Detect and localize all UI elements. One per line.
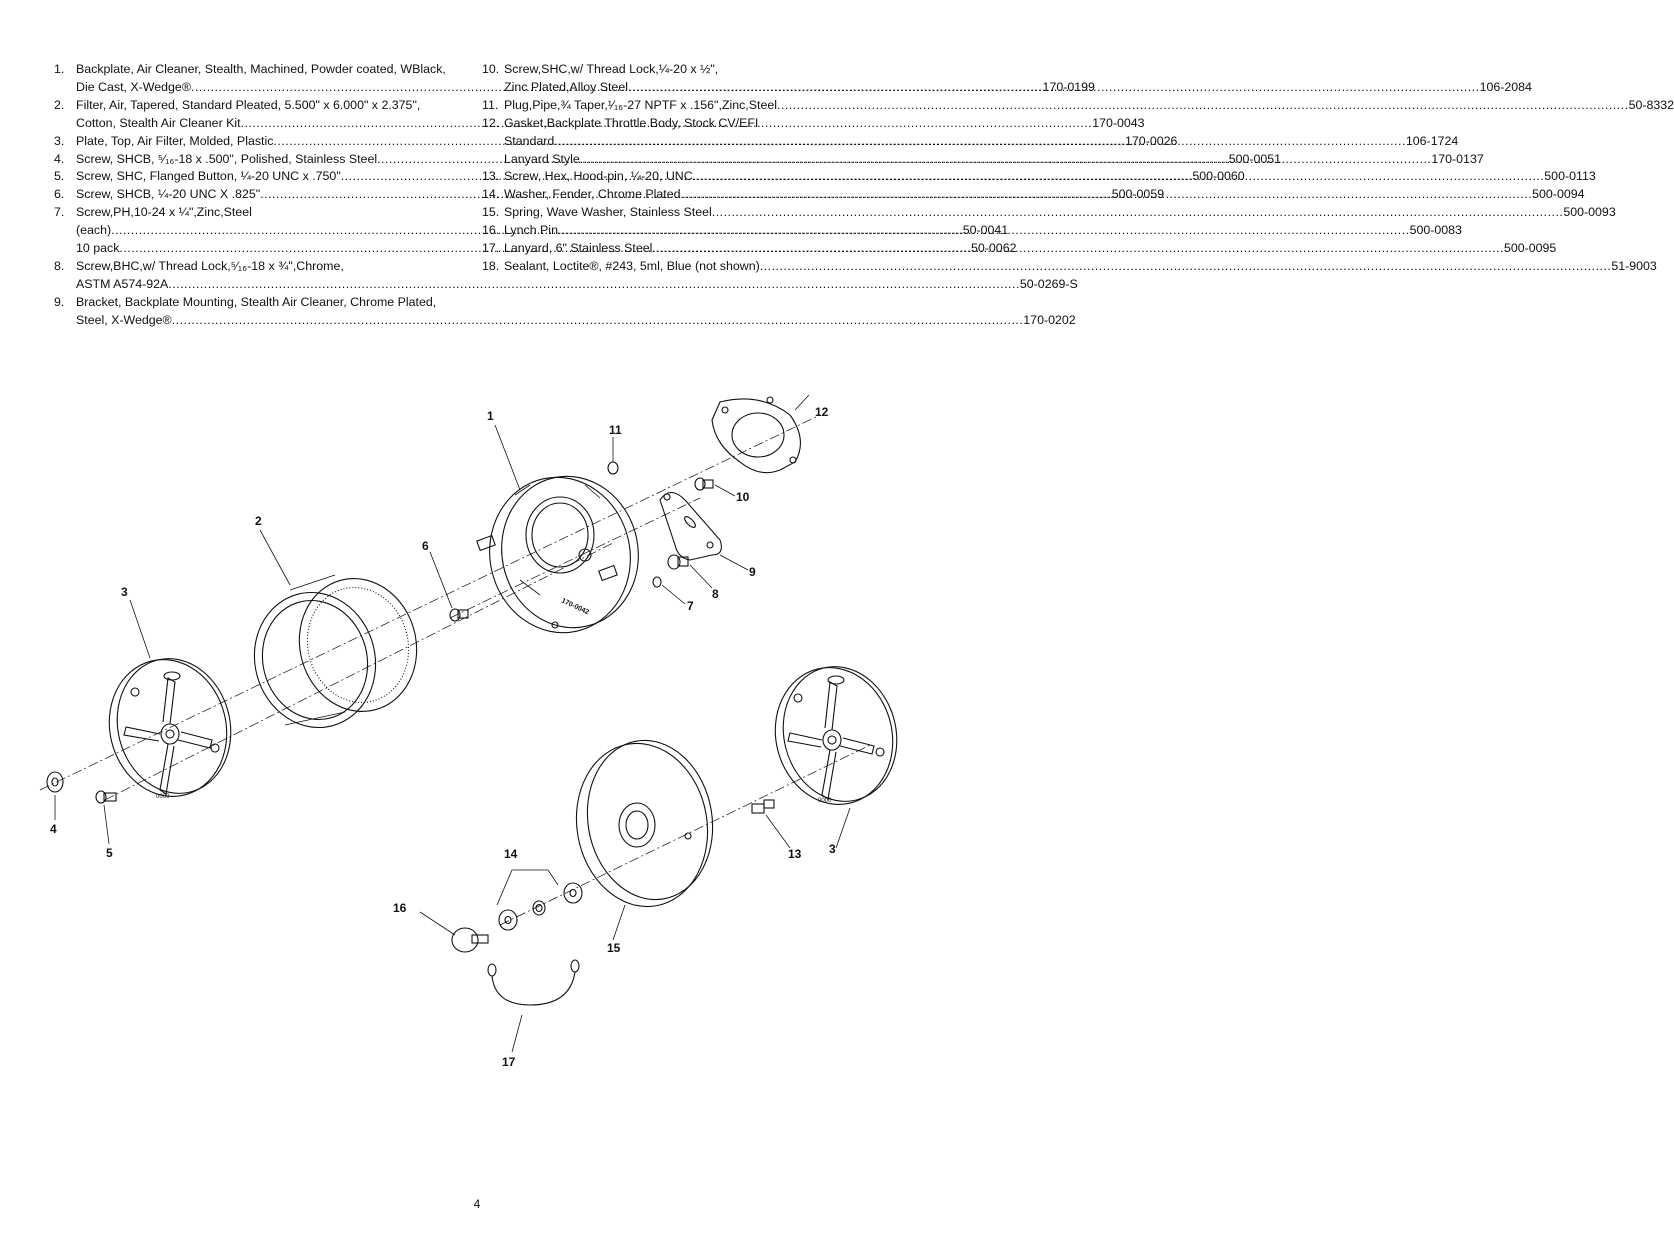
fender-washers [499, 883, 582, 930]
lanyard [488, 960, 579, 1005]
item-line [76, 204, 464, 222]
item-description: Washer, Fender, Chrome Plated [504, 187, 681, 202]
screw-part-10 [695, 478, 713, 490]
dot-leader [558, 222, 1410, 240]
item-description: Gasket,Backplate Throttle Body, Stock CV/EFI [504, 115, 759, 130]
dot-leader [760, 258, 1612, 276]
part-number: 106-2084 [1479, 79, 1532, 94]
part-number: 170-0043 [1092, 115, 1145, 130]
item-description: Plug,Pipe,¾ Taper,¹⁄₁₆-27 NPTF x .156",Zinc,Steel [504, 97, 777, 112]
callout-3-left: 3 [121, 585, 128, 599]
backplate-stamp: 170-0042 [560, 597, 590, 617]
gasket [712, 397, 800, 473]
item-description: Sealant, Loctite®, #243, 5ml, Blue (not shown) [504, 258, 760, 273]
item-description: Plate, Top, Air Filter, Molded, Plastic [76, 133, 274, 148]
part-number: 50-0041 [962, 223, 1009, 238]
callout-14: 14 [504, 847, 518, 861]
dot-leader [580, 151, 1432, 169]
item-line [76, 258, 464, 276]
item-description: Screw,SHC,w/ Thread Lock,¼-20 x ½", [504, 62, 719, 76]
item-description: Lanyard, 6" Stainless Steel [504, 241, 653, 256]
air-filter [239, 565, 431, 741]
item-number: 14. [482, 187, 500, 202]
item-description: Steel, X-Wedge® [76, 312, 172, 327]
item-line [76, 276, 1078, 294]
item-number: 17. [482, 241, 500, 256]
item-description: Zinc Plated,Alloy Steel [504, 79, 628, 94]
screw-part-6 [450, 609, 468, 621]
screw-part-4 [47, 772, 63, 792]
dot-leader [168, 276, 1020, 294]
callout-8: 8 [712, 587, 719, 601]
item-number: 7. [54, 205, 65, 220]
item-description: Backplate, Air Cleaner, Stealth, Machined, Powder coated, WBlack, [76, 62, 446, 76]
parts-list-item [54, 294, 1076, 330]
item-number: 13. [482, 169, 500, 184]
item-number: 12. [482, 115, 500, 130]
callout-9: 9 [749, 565, 756, 579]
item-description: Filter, Air, Tapered, Standard Pleated, 5.500" x 6.000" x 2.375", [76, 97, 421, 112]
parts-list-item [482, 97, 1674, 115]
dot-leader [777, 97, 1629, 115]
part-number: 500-0095 [1503, 241, 1557, 256]
item-number: 3. [54, 133, 65, 148]
dot-leader [693, 168, 1545, 186]
item-number: 8. [54, 258, 65, 273]
dot-leader [554, 133, 1406, 151]
item-line [504, 258, 1657, 276]
item-number: 16. [482, 223, 500, 238]
item-line [76, 61, 464, 79]
wave-spring-washer [564, 730, 725, 917]
page-number: 4 [473, 1197, 481, 1211]
item-description: Standard [504, 133, 555, 148]
part-number: 500-0093 [1563, 205, 1616, 220]
part-number: 51-9003 [1611, 258, 1657, 273]
svg-text:0000: 0000 [818, 798, 832, 804]
plug-part-11 [608, 462, 618, 474]
item-description: Screw,BHC,w/ Thread Lock,⁵⁄₁₆-18 x ¾",Chrome, [76, 258, 344, 273]
callout-4: 4 [50, 822, 57, 836]
item-number: 5. [54, 169, 65, 184]
item-description: Die Cast, X-Wedge® [76, 79, 191, 94]
item-line [504, 204, 1616, 222]
item-line [76, 294, 464, 312]
callout-11: 11 [609, 423, 622, 437]
callout-5: 5 [106, 846, 113, 860]
part-number: 500-0059 [1111, 187, 1165, 202]
callout-17: 17 [502, 1055, 516, 1069]
item-description: Screw,PH,10-24 x ¼",Zinc,Steel [76, 205, 252, 220]
part-number: 106-1724 [1405, 133, 1459, 148]
screw-part-5 [96, 791, 116, 803]
callout-2: 2 [255, 514, 262, 528]
dot-leader [172, 312, 1024, 330]
backplate [475, 464, 652, 646]
exploded-parts-diagram [0, 380, 954, 1100]
callout-13: 13 [788, 847, 802, 861]
dot-leader [712, 204, 1564, 222]
lynch-pin [452, 928, 488, 952]
dot-leader [681, 186, 1533, 204]
parts-list-item [482, 204, 1616, 222]
part-number: 50-0062 [971, 241, 1017, 256]
item-number: 9. [54, 294, 65, 309]
part-number: 170-0026 [1125, 133, 1178, 148]
part-number: 170-0202 [1023, 312, 1076, 327]
item-description: Screw, Hex, Hood-pin, ¼-20, UNC [504, 169, 693, 184]
callout-1: 1 [487, 409, 494, 423]
item-line [504, 97, 1674, 115]
item-number: 6. [54, 187, 65, 202]
item-description: Lynch Pin [504, 223, 558, 238]
item-number: 4. [54, 151, 65, 166]
item-description: (each) [76, 223, 112, 238]
dot-leader [652, 240, 1504, 258]
item-description: Screw, SHC, Flanged Button, ¼-20 UNC x .750" [76, 169, 341, 184]
item-line [504, 61, 878, 79]
item-number: 1. [54, 62, 65, 76]
parts-list-item [482, 258, 1657, 276]
callout-3-right: 3 [829, 842, 836, 856]
callout-15: 15 [607, 941, 621, 955]
callout-12: 12 [815, 405, 829, 419]
callout-6: 6 [422, 539, 429, 553]
dot-leader [628, 79, 1480, 97]
item-number: 10. [482, 62, 500, 76]
item-line [76, 312, 1076, 330]
leader-lines [55, 395, 850, 1052]
item-description: Screw, SHCB, ¼-20 UNC X .825" [76, 187, 261, 202]
item-description: Bracket, Backplate Mounting, Stealth Air Cleaner, Chrome Plated, [76, 294, 437, 309]
item-description: Cotton, Stealth Air Cleaner Kit [76, 115, 241, 130]
item-description: Screw, SHCB, ⁵⁄₁₆-18 x .500", Polished, Stainless Steel [76, 151, 378, 166]
hood-pin-part-13 [752, 800, 774, 813]
item-number: 11. [482, 97, 499, 112]
item-number: 15. [482, 205, 500, 220]
item-description: ASTM A574-92A [76, 276, 169, 291]
screw-part-7 [653, 577, 661, 587]
part-number: 170-0199 [1042, 79, 1095, 94]
part-number: 500-0113 [1544, 169, 1596, 184]
item-description: Spring, Wave Washer, Stainless Steel [504, 205, 712, 220]
top-plate-right [761, 654, 911, 817]
part-number: 500-0083 [1409, 223, 1462, 238]
item-description: 10 pack [76, 241, 120, 256]
item-line [504, 115, 878, 133]
item-description: Lanyard Style [504, 151, 580, 166]
screw-part-8 [668, 555, 688, 569]
part-number: 170-0137 [1431, 151, 1484, 166]
callout-10: 10 [736, 490, 750, 504]
svg-text:0000: 0000 [156, 794, 170, 800]
item-number: 18. [482, 258, 500, 273]
item-number: 2. [54, 97, 65, 112]
part-number: 500-0060 [1192, 169, 1245, 184]
part-number: 50-8332 [1628, 97, 1674, 112]
callout-7: 7 [687, 599, 694, 613]
part-number: 50-0269-S [1019, 276, 1078, 291]
part-number: 500-0094 [1532, 187, 1585, 202]
callout-16: 16 [393, 901, 407, 915]
item-line [76, 97, 464, 115]
part-number: 500-0051 [1228, 151, 1282, 166]
